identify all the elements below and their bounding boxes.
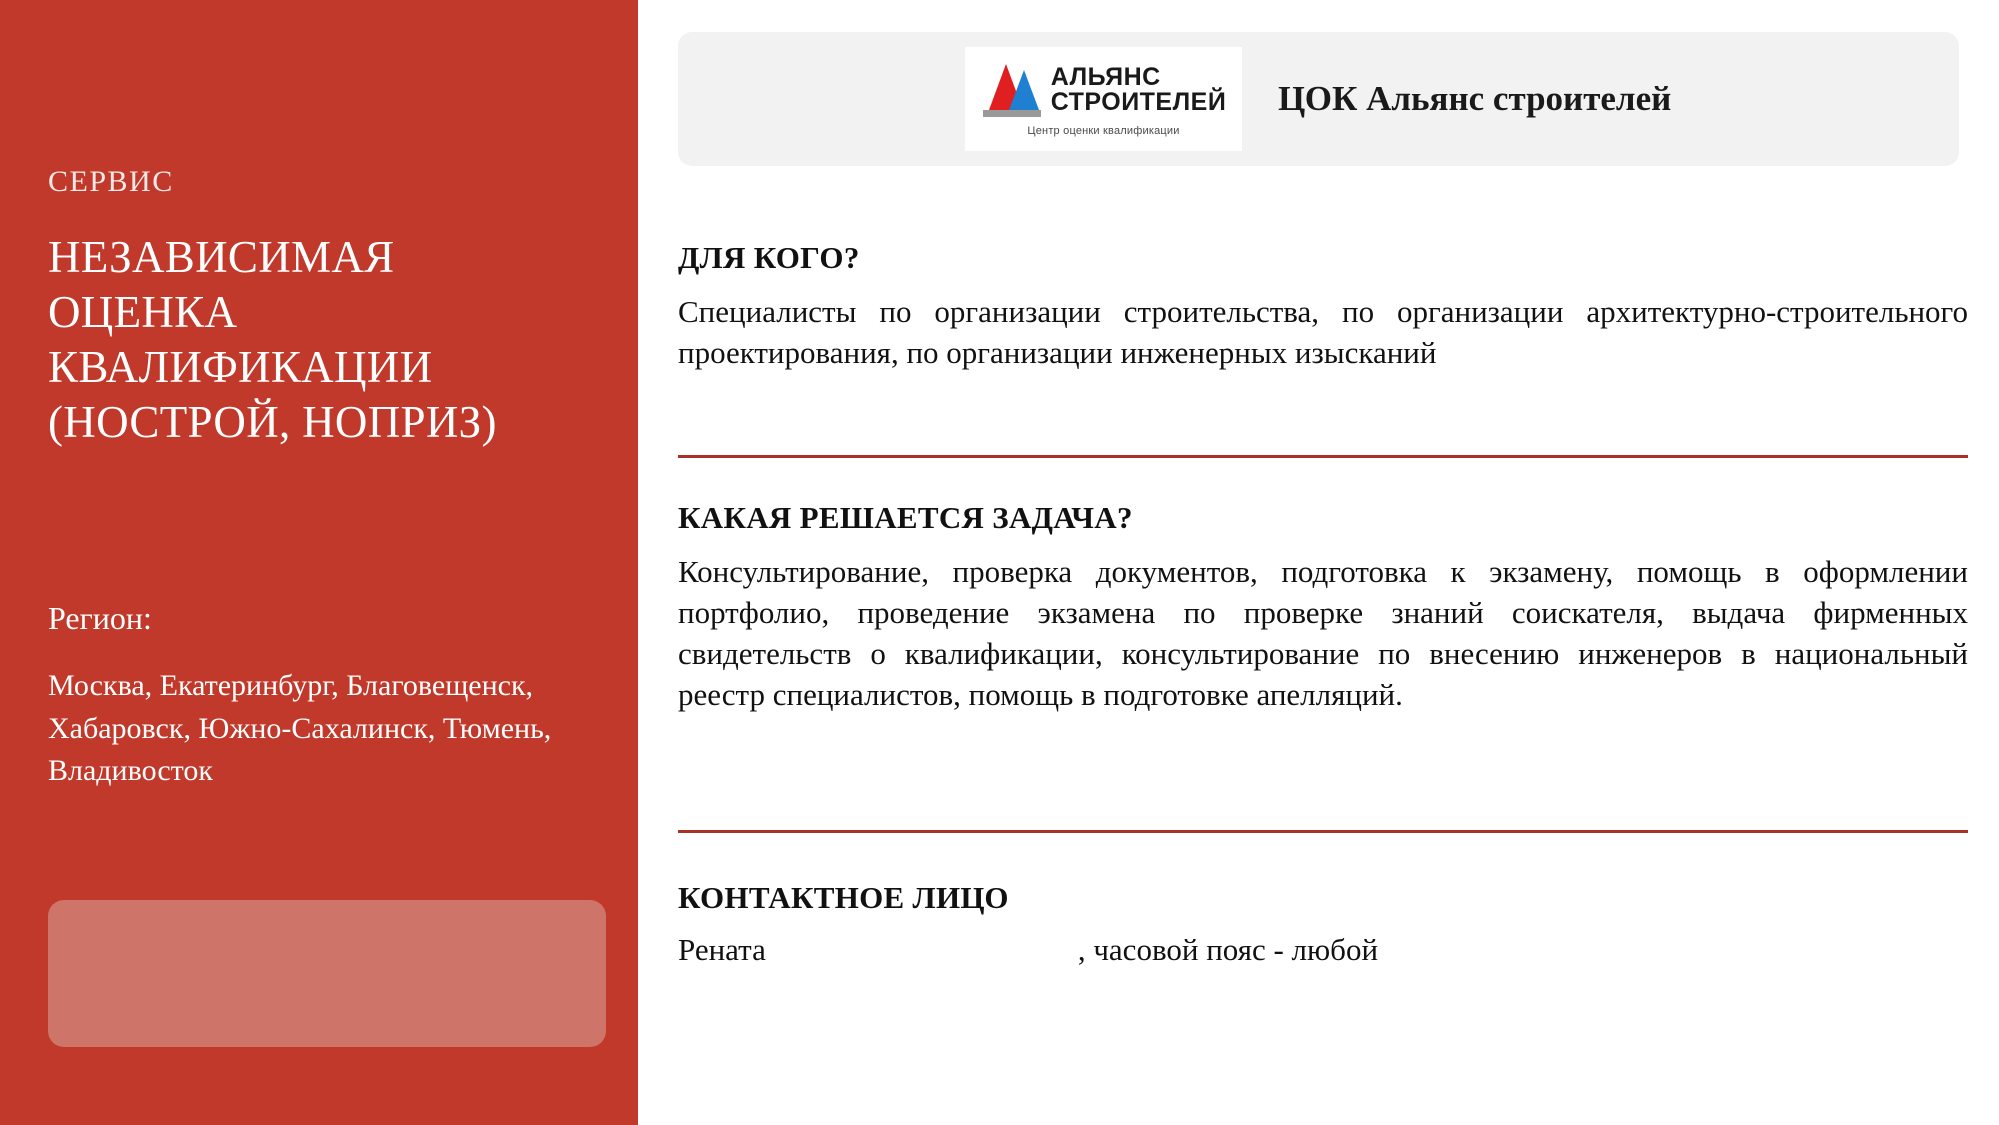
company-logo [965,47,1242,151]
contact-line [678,932,1968,968]
triangle-logo-icon [981,61,1043,119]
left-red-panel [0,0,638,1125]
section-for-whom-heading: ДЛЯ КОГО? [678,240,860,275]
redacted-placeholder-block [48,900,606,1047]
section-divider-1 [678,455,1968,458]
logo-line-2: СТРОИТЕЛЕЙ [1050,88,1227,116]
service-heading-block [48,165,593,450]
section-contact-heading: КОНТАКТНОЕ ЛИЦО [678,880,1009,915]
logo-subtitle: Центр оценки квалификации [1027,125,1180,137]
contact-person-name: Рената [678,932,766,967]
contact-redacted-field [776,934,1076,960]
header-title: ЦОК Альянс строителей [1278,79,1672,118]
service-label: СЕРВИС [48,165,174,198]
section-task [678,500,1968,716]
region-label: Регион: [48,600,152,636]
region-value: Москва, Екатеринбург, Благовещенск, Хабаровск, Южно-Сахалинск, Тюмень, Владивосток [48,669,552,788]
header-bar [678,32,1959,166]
logo-line-1: АЛЬЯНС [1050,63,1161,91]
region-block [48,600,593,793]
service-title: НЕЗАВИСИМАЯ ОЦЕНКА КВАЛИФИКАЦИИ (НОСТРОЙ, НОПРИЗ) [48,232,497,447]
right-content-panel [638,0,1999,1125]
section-task-heading: КАКАЯ РЕШАЕТСЯ ЗАДАЧА? [678,500,1133,535]
section-for-whom [678,240,1968,374]
section-for-whom-body: Специалисты по организации строительства, по организации архитектурно-строительного проектирования, по организации инженерных изысканий [678,294,1968,370]
section-contact [678,880,1968,968]
contact-suffix: , часовой пояс - любой [1077,932,1379,967]
section-divider-2 [678,830,1968,833]
section-task-body: Консультирование, проверка документов, подготовка к экзамену, помощь в оформлении портфолио, проведение экзамена по проверке знаний соискателя, выдача фирменных свидетельств о квалификации, консультирование по внесению инженеров в национальный реестр специалистов, помощь в подготовке апелляций. [678,554,1968,712]
